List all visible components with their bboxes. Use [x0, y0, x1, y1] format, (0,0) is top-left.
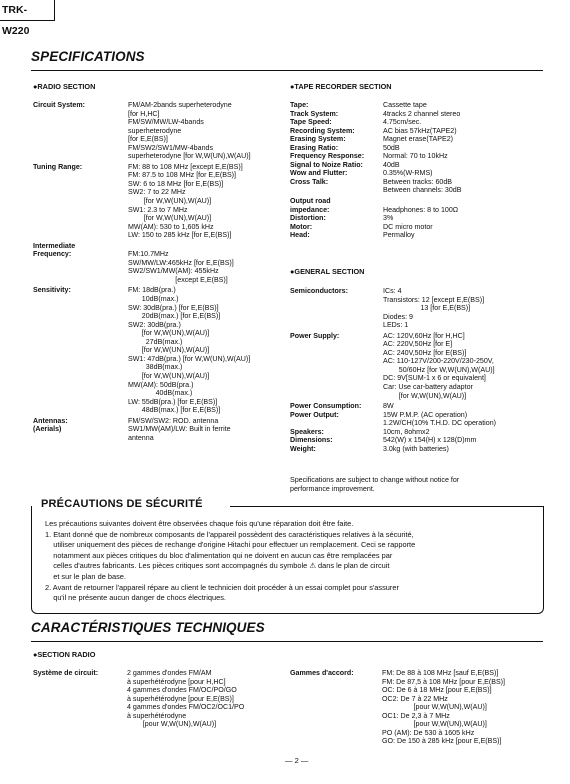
spec-row	[33, 163, 251, 240]
spec-value: FM/AM-2bands superheterodyne [for H,HC] FM/SW/MW/LW-4bands superheterodyne [for E,E(BS)] FM/SW2/SW1/MW-4bands superheterodyne [for W,W(UN),W(AU)]	[128, 101, 251, 161]
spec-label: Tape:	[290, 101, 309, 109]
spec-row	[290, 214, 461, 223]
fr-radio-section-heading: ●SECTION RADIO	[33, 650, 96, 659]
spec-row	[290, 332, 496, 400]
radio-specs	[33, 101, 251, 442]
title-rule	[31, 70, 543, 71]
spec-row	[290, 445, 496, 454]
spec-value: 0.35%(W-RMS)	[383, 169, 433, 178]
spec-label: Cross Talk:	[290, 177, 329, 186]
spec-value: Permalloy	[383, 231, 415, 240]
spec-row	[290, 287, 496, 330]
fr-tuning-label: Gammes d'accord:	[290, 669, 354, 677]
spec-label: Weight:	[290, 444, 316, 453]
spec-value: FM: 18dB(pra.) 10dB(max.) SW: 30dB(pra.) [for E,E(BS)] 20dB(max.) [for E,E(BS)] SW2: 30dB(pra.) [for W,W(UN),W(AU)] 27dB(max.) [for W,W(UN),W(AU)] SW1: 47dB(pra.) [for W,W(UN),W(AU)] 38dB(max.) [for W,W(UN),W(AU)] MW(AM): 50dB(pra.) 40dB(max.) LW: 55dB(pra.) [for E,E(BS)] 48dB(max.) [for E,E(BS)]	[128, 286, 251, 415]
spec-label: Distortion:	[290, 214, 326, 223]
spec-label: Frequency Response:	[290, 152, 365, 161]
spec-label: Tuning Range:	[33, 162, 83, 171]
spec-row	[290, 144, 461, 153]
precautions-title: PRÉCAUTIONS DE SÉCURITÉ	[38, 500, 206, 509]
spec-label: Recording System:	[290, 126, 355, 135]
fr-circuit-label: Système de circuit:	[33, 669, 99, 677]
spec-row	[290, 101, 461, 110]
spec-row	[290, 197, 461, 214]
spec-row	[290, 411, 496, 428]
spec-label: Intermediate Frequency:	[33, 241, 76, 259]
spec-label: Output road impedance:	[290, 197, 331, 214]
spec-row	[290, 161, 461, 170]
spec-value: 8W	[383, 402, 394, 411]
page-number: — 2 —	[285, 756, 309, 765]
spec-value: Magnet erase(TAPE2)	[383, 135, 454, 144]
spec-value: FM: 88 to 108 MHz [except E,E(BS)] FM: 87.5 to 108 MHz [for E,E(BS)] SW: 6 to 18 MHz [for E,E(BS)] SW2: 7 to 22 MHz [for W,W(UN),W(AU)] SW1: 2.3 to 7 MHz [for W,W(UN),W(AU)] MW(AM): 530 to 1,605 kHz LW: 150 to 285 kHz [for E,E(BS)]	[128, 162, 243, 240]
specifications-title: SPECIFICATIONS	[31, 49, 145, 64]
spec-value: 3.0kg (with batteries)	[383, 444, 449, 453]
spec-label: Power Supply:	[290, 331, 340, 340]
spec-value: 542(W) x 154(H) x 128(D)mm	[383, 436, 477, 445]
spec-row	[33, 286, 251, 414]
spec-value: DC micro motor	[383, 222, 433, 231]
spec-label: Speakers:	[290, 427, 324, 436]
spec-value: 3%	[383, 214, 394, 223]
spec-value: 4tracks 2 channel stereo	[383, 109, 461, 118]
model-number: TRK-W220	[0, 0, 55, 21]
spec-row	[290, 402, 496, 411]
general-section-heading: ●GENERAL SECTION	[290, 267, 365, 276]
tape-section-heading: ●TAPE RECORDER SECTION	[290, 82, 392, 91]
spec-label: Antennas: (Aerials)	[33, 416, 68, 434]
precautions-rule	[230, 506, 544, 507]
spec-row	[290, 223, 461, 232]
spec-value: 50dB	[383, 143, 400, 152]
spec-label: Erasing Ratio:	[290, 143, 339, 152]
spec-label: Signal to Noize Ratio:	[290, 160, 363, 169]
spec-row	[290, 178, 461, 195]
spec-row	[290, 152, 461, 161]
precautions-item-2: 2. Avant de retourner l'appareil répare au client le technicien doit procéder à un essai complet pour s'assurer qu'il ne présente aucun danger de chocs électriques.	[45, 582, 399, 603]
spec-label: Wow and Flutter:	[290, 169, 348, 178]
spec-row	[33, 417, 251, 443]
spec-label: Power Output:	[290, 410, 339, 419]
fr-tuning-spec	[290, 669, 505, 746]
fr-circuit-spec	[33, 669, 244, 729]
spec-value: Cassette tape	[383, 101, 427, 109]
precautions-text	[45, 519, 540, 604]
spec-value: FM/SW/SW2: ROD. antenna SW1/MW(AM)/LW: Built in ferrite antenna	[128, 416, 231, 442]
spec-label: Circuit System:	[33, 101, 86, 109]
spec-row	[290, 127, 461, 136]
spec-row	[33, 242, 251, 285]
spec-label: Sensitivity:	[33, 286, 71, 295]
precautions-intro: Les précautions suivantes doivent être observées chaque fois qu'une réparation doit être faite.	[45, 519, 354, 528]
caracteristiques-title: CARACTÉRISTIQUES TECHNIQUES	[31, 620, 265, 635]
spec-value: FM:10.7MHz SW/MW/LW:465kHz [for E,E(BS)] SW2/SW1/MW(AM): 455kHz [except E,E(BS)]	[128, 250, 234, 284]
spec-label: Track System:	[290, 109, 339, 118]
spec-label: Head:	[290, 231, 310, 240]
tape-specs	[290, 101, 461, 240]
general-specs	[290, 287, 496, 453]
spec-value: AC bias 57kHz(TAPE2)	[383, 126, 457, 135]
fr-title-rule	[31, 641, 543, 642]
spec-row	[290, 428, 496, 437]
radio-section-heading: ●RADIO SECTION	[33, 82, 96, 91]
spec-row	[290, 169, 461, 178]
spec-value: 15W P.M.P. (AC operation) 1.2W/CH(10% T.H.D. DC operation)	[383, 410, 497, 428]
spec-value: Headphones: 8 to 100Ω	[383, 205, 459, 214]
spec-row	[290, 436, 496, 445]
spec-label: Motor:	[290, 222, 313, 231]
specifications-note: Specifications are subject to change without notice for performance improvement.	[290, 476, 460, 493]
spec-label: Dimensions:	[290, 436, 333, 445]
spec-value: Normal: 70 to 10kHz	[383, 152, 448, 161]
precautions-item-1: 1. Etant donné que de nombreux composants de l'appareil possèdent des caractéristiques relatives à la sécurité, utiliser uniquement des pièces de rechange d'origine Hitachi pour effectuer un remplacement. Ceci se rapporte notamment aux pièces critiques du bloc d'alimentation qui ne doivent en aucun cas être remplacées par celles d'autres fabricants. Les pièces critiques sont accompagnés du symbole ⚠ dans le plan de circuit et sur le plan de base.	[45, 529, 416, 581]
spec-value: 40dB	[383, 160, 400, 169]
spec-row	[290, 135, 461, 144]
spec-row	[290, 231, 461, 240]
spec-row	[290, 118, 461, 127]
spec-label: Erasing System:	[290, 135, 346, 144]
spec-value: 4.75cm/sec.	[383, 118, 422, 127]
spec-row	[290, 110, 461, 119]
spec-value: AC: 120V,60Hz [for H,HC] AC: 220V,50Hz [for E] AC: 240V,50Hz [for E(BS)] AC: 110-127V/200-220V/230-250V, 50/60Hz [for W,W(UN),W(AU)] DC: 9V[SUM-1 x 6 or equivalent] Car: Use car-battery adaptor [for W,W(UN),W(AU)]	[383, 331, 495, 400]
fr-circuit-value: 2 gammes d'ondes FM/AM à superhétérodyne [pour H,HC] 4 gammes d'ondes FM/OC/PO/GO à superhétérodyne [pour E,E(BS)] 4 gammes d'ondes FM/OC2/OC1/PO à superhétérodyne [pour W,W(UN),W(AU)]	[127, 669, 245, 729]
spec-value: Between tracks: 60dB Between channels: 30dB	[383, 177, 462, 195]
spec-row	[33, 101, 251, 161]
spec-value: 10cm, 8ohmx2	[383, 427, 430, 436]
spec-value: ICs: 4 Transistors: 12 [except E,E(BS)] 13 [for E,E(BS)] Diodes: 9 LEDs: 1	[383, 287, 485, 330]
fr-tuning-value: FM: De 88 à 108 MHz [sauf E,E(BS)] FM: De 87,5 à 108 MHz [pour E,E(BS)] OC: De 6 à 18 MHz [pour E,E(BS)] OC2: De 7 à 22 MHz [pour W,W(UN),W(AU)] OC1: De 2,3 à 7 MHz [pour W,W(UN),W(AU)] PO (AM): De 530 à 1605 kHz GO: De 150 à 285 kHz [pour E,E(BS)]	[382, 669, 506, 746]
spec-label: Tape Speed:	[290, 118, 332, 127]
spec-label: Semiconductors:	[290, 287, 348, 295]
spec-label: Power Consumption:	[290, 402, 362, 411]
